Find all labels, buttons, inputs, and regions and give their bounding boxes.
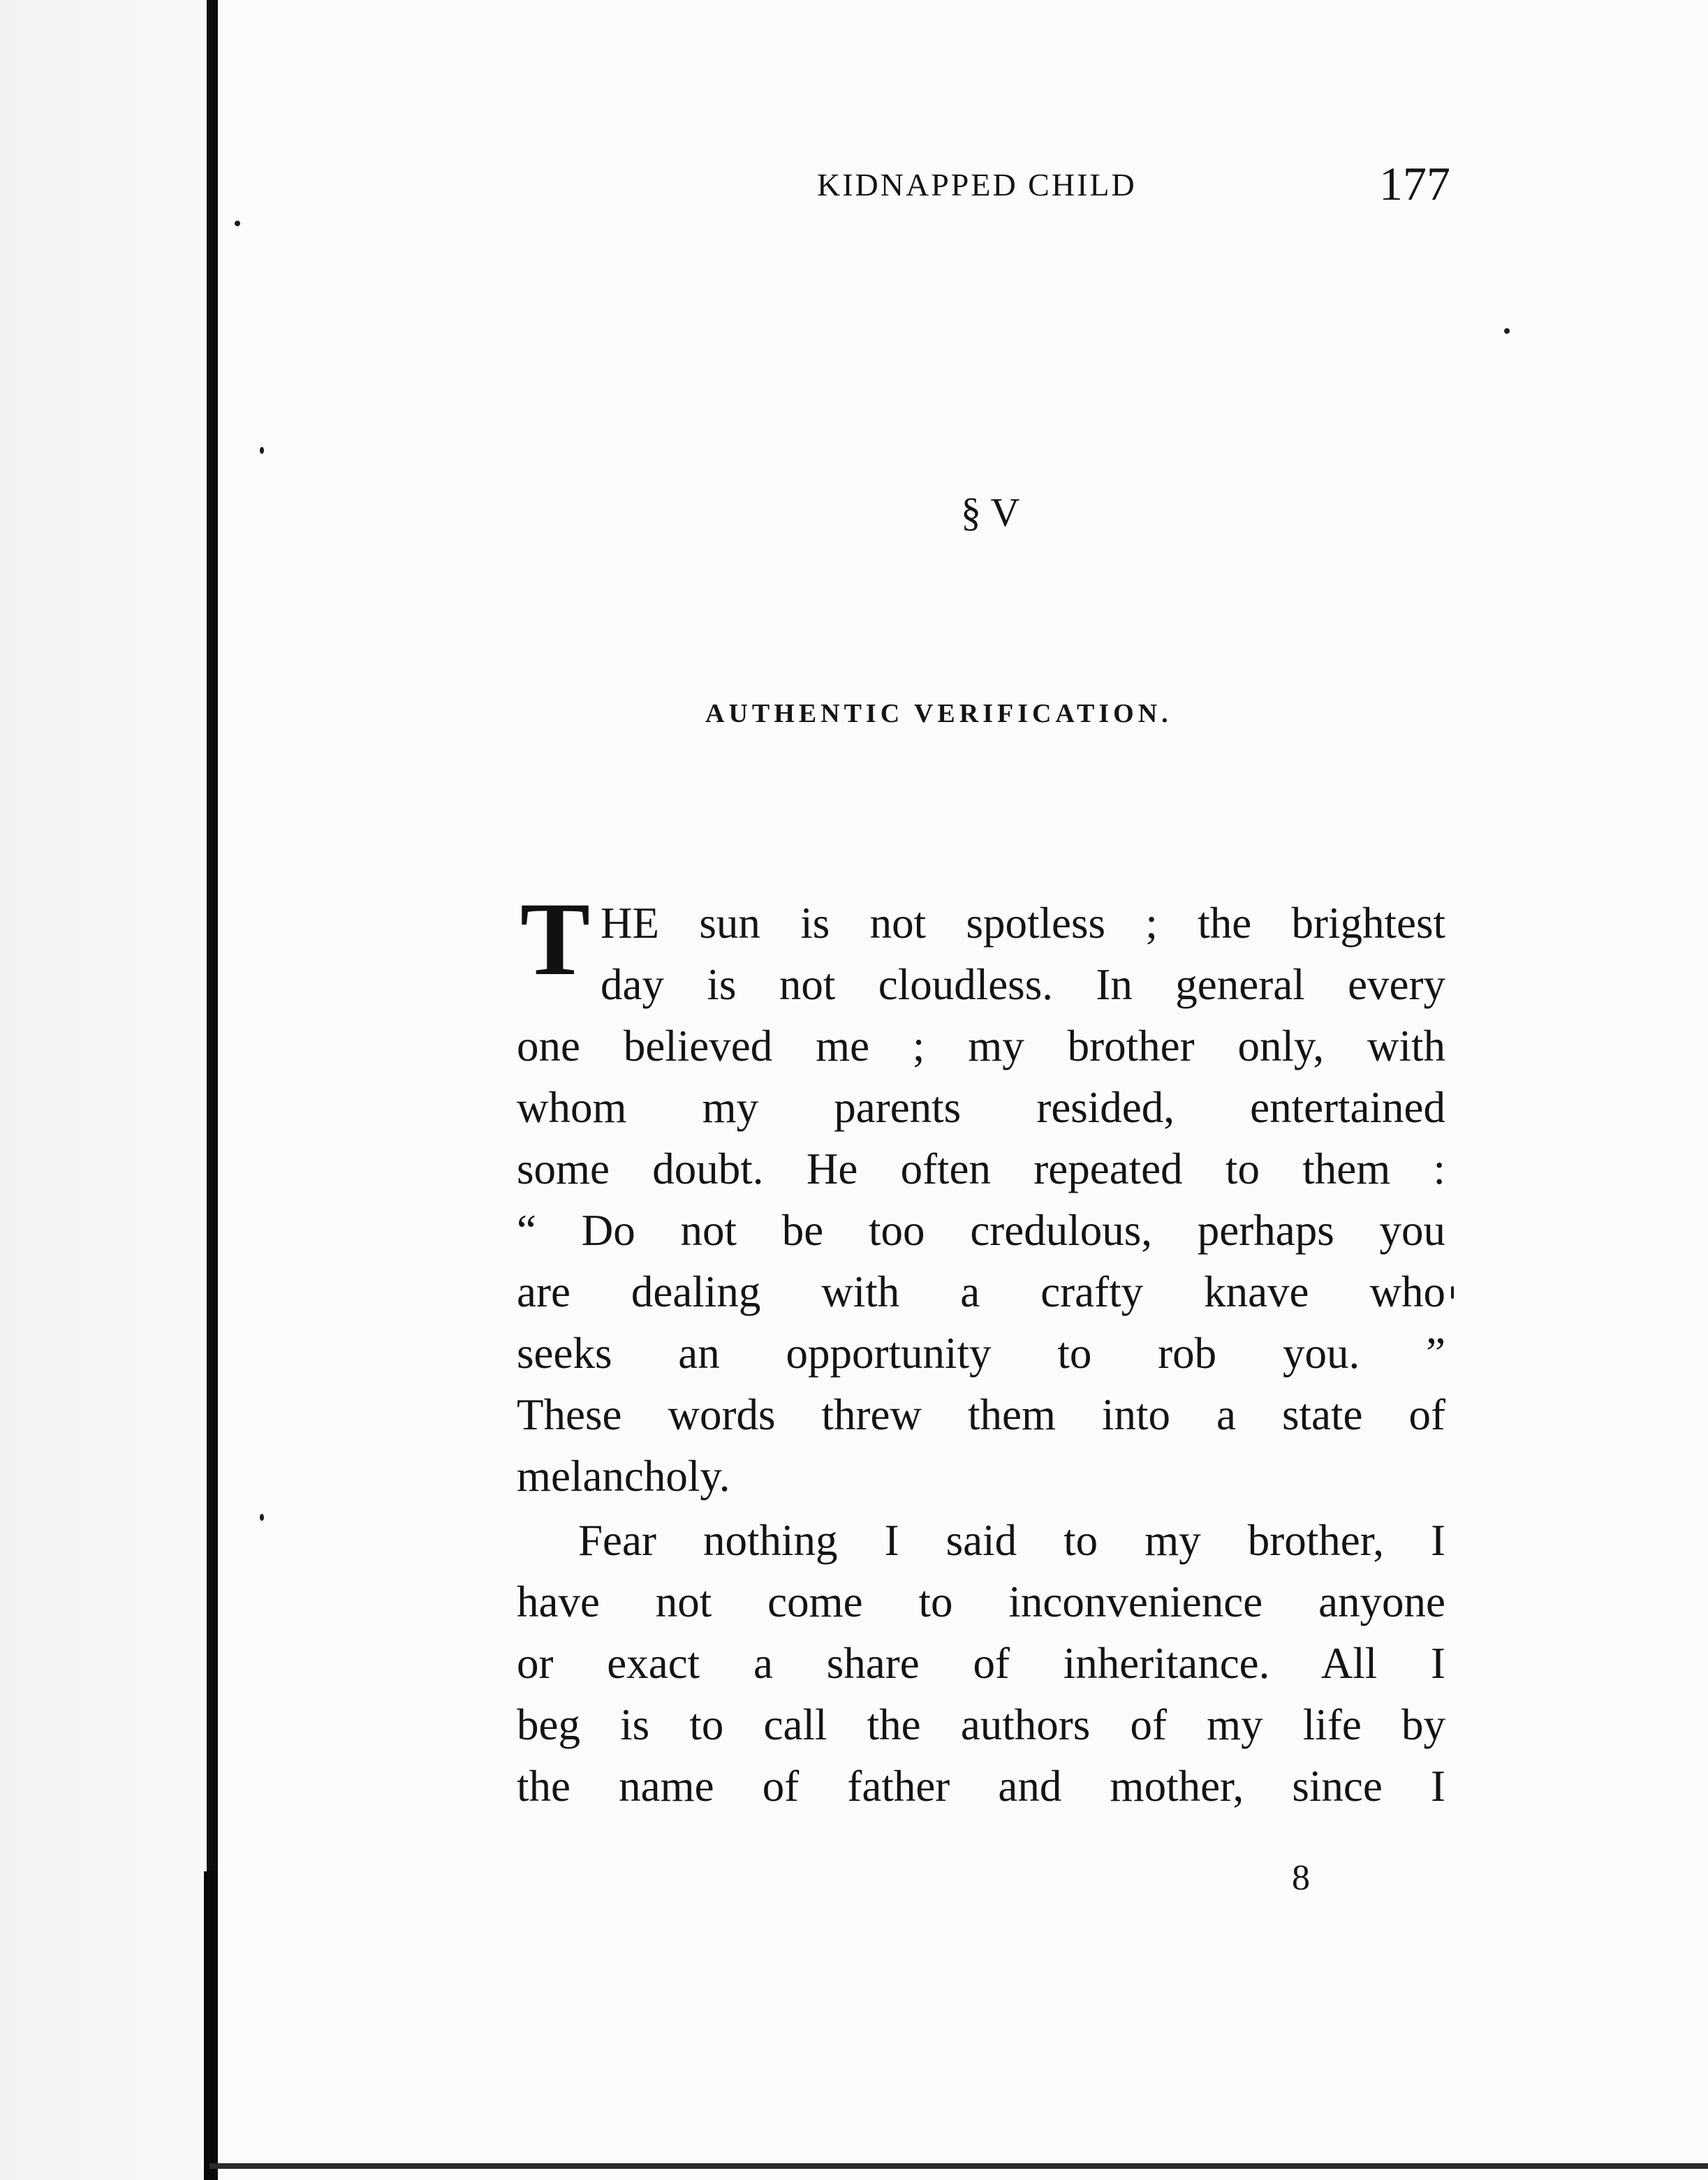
ink-speck <box>260 447 264 454</box>
binding-edge <box>0 0 209 2180</box>
text-line: HE sun is not spotless ; the brightest <box>601 899 1445 948</box>
printer-signature: 8 <box>1292 1858 1310 1898</box>
text-line: have not come to inconvenience anyone <box>517 1577 1445 1626</box>
page-number: 177 <box>1379 157 1450 210</box>
text-line: beg is to call the authors of my life by <box>517 1700 1445 1749</box>
text-line: the name of father and mother, since I <box>517 1762 1445 1811</box>
ink-speck <box>1451 1286 1454 1299</box>
text-line: are dealing with a crafty knave who <box>517 1267 1445 1316</box>
paragraph-2 <box>517 1510 1445 1817</box>
drop-cap: T <box>520 881 591 997</box>
binding-rule-lower <box>204 1871 218 2180</box>
text-line: whom my parents resided, entertained <box>517 1083 1445 1132</box>
text-line: day is not cloudless. In general every <box>601 960 1445 1009</box>
text-line: “ Do not be too credulous, perhaps you <box>517 1206 1445 1255</box>
running-title: KIDNAPPED CHILD <box>817 167 1137 202</box>
text-line: some doubt. He often repeated to them : <box>517 1144 1445 1193</box>
ink-speck <box>260 1514 264 1521</box>
text-line: melancholy. <box>517 1452 730 1501</box>
paragraph-1 <box>517 892 1445 1507</box>
bottom-rule <box>209 2163 1708 2169</box>
text-line: These words threw them into a state of <box>517 1390 1445 1439</box>
text-line: or exact a share of inheritance. All I <box>517 1639 1445 1688</box>
text-line: Fear nothing I said to my brother, I <box>578 1516 1445 1565</box>
binding-rule <box>207 0 218 2180</box>
ink-speck <box>1504 328 1510 334</box>
section-number: § V <box>961 489 1020 535</box>
text-line: seeks an opportunity to rob you. ” <box>517 1329 1445 1378</box>
ink-speck <box>235 221 240 226</box>
section-title: AUTHENTIC VERIFICATION. <box>705 699 1172 728</box>
text-line: one believed me ; my brother only, with <box>517 1022 1445 1070</box>
